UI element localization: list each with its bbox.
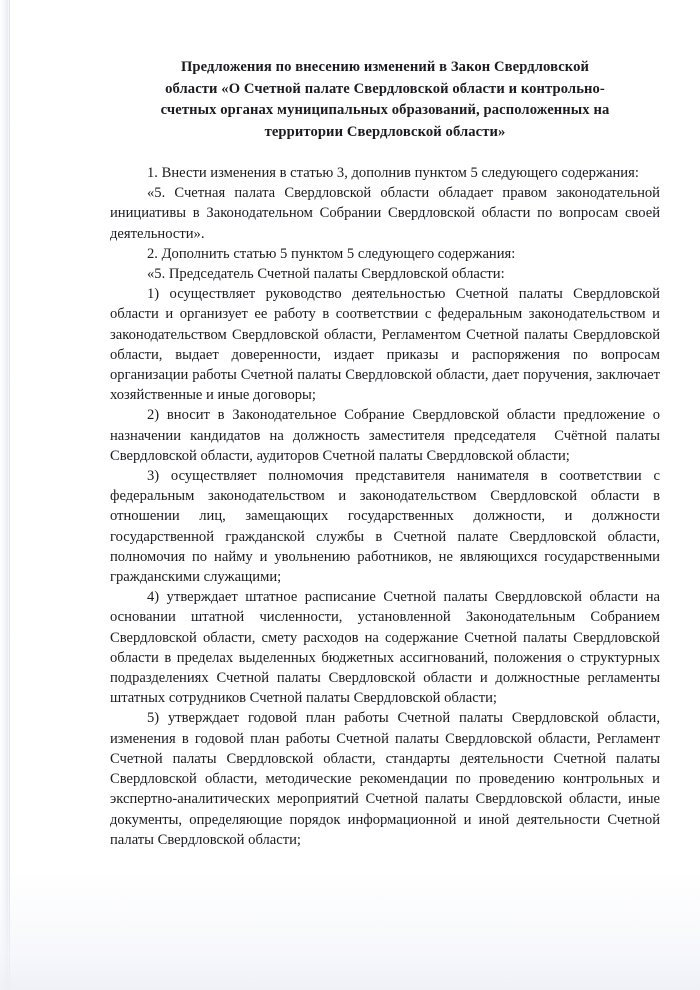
page-title-line-2: области «О Счетной палате Свердловской области и контрольно- — [165, 80, 605, 97]
paragraph-subitem-4: 4) утверждает штатное расписание Счетной палаты Свердловской области на основании штатной численности, установленной Законодательным Собранием Свердловской области, смету расходов на содержание Счетной палаты Свердловской области в пределах выделенных бюджетных ассигнований, положения о структурных подразделениях Счетной палаты Свердловской области и должностные регламенты штатных сотрудников Счетной палаты Свердловской области; — [110, 589, 664, 707]
page-title — [110, 0, 660, 143]
paragraph-quote-art3: «5. Счетная палата Свердловской области обладает правом законодательной инициативы в Законодательном Собрании Свердловской области по вопросам своей деятельности». — [110, 185, 664, 242]
page-title-line-4: территории Свердловской области» — [264, 123, 506, 140]
document-content — [110, 0, 664, 850]
paragraph-item-2: 2. Дополнить статью 5 пунктом 5 следующего содержания: — [147, 245, 516, 262]
document-body — [110, 163, 664, 850]
paragraph-subitem-2: 2) вносит в Законодательное Собрание Свердловской области предложение о назначении кандидатов на должность заместителя председателя Счётной палаты Свердловской области, аудиторов Счетной палаты Свердловской области; — [110, 407, 664, 464]
paragraph-subitem-1: 1) осуществляет руководство деятельностью Счетной палаты Свердловской области и организует ее работу в соответствии с федеральным законодательством и законодательством Свердловской области, Регламентом Счетной палаты Свердловской области, выдает доверенности, издает приказы и распоряжения по вопросам организации работы Счетной палаты Свердловской области, дает поручения, заключает хозяйственные и иные договоры; — [110, 286, 664, 404]
paragraph-subitem-3: 3) осуществляет полномочия представителя нанимателя в соответствии с федеральным законодательством и законодательством Свердловской области в отношении лиц, замещающих государственных должности, и должности государственной гражданской службы в Счетной палате Свердловской области, полномочия по найму и увольнению работников, не являющихся государственными гражданскими служащими; — [110, 468, 664, 586]
page-title-line-3: счетных органах муниципальных образований, расположенных на — [160, 102, 610, 118]
paragraph-quote-art5: «5. Председатель Счетной палаты Свердловской области: — [147, 266, 505, 283]
paragraph-item-1: 1. Внести изменения в статью 3, дополнив пунктом 5 следующего содержания: — [147, 165, 639, 181]
scan-bottom-tint — [0, 870, 700, 990]
scan-gutter — [0, 0, 9, 990]
paragraph-subitem-5: 5) утверждает годовой план работы Счетной палаты Свердловской области, изменения в годовой план работы Счетной палаты Свердловской области, Регламент Счетной палаты Свердловской области, стандарты деятельности Счетной палаты Свердловской области, методические рекомендации по проведению контрольных и экспертно-аналитических мероприятий Счетной палаты Свердловской области, иные документы, определяющие порядок информационной и иной деятельности Счетной палаты Свердловской области; — [110, 710, 664, 848]
scan-edge-line — [9, 0, 10, 990]
page-title-line-1: Предложения по внесению изменений в Закон Свердловской — [180, 59, 590, 75]
